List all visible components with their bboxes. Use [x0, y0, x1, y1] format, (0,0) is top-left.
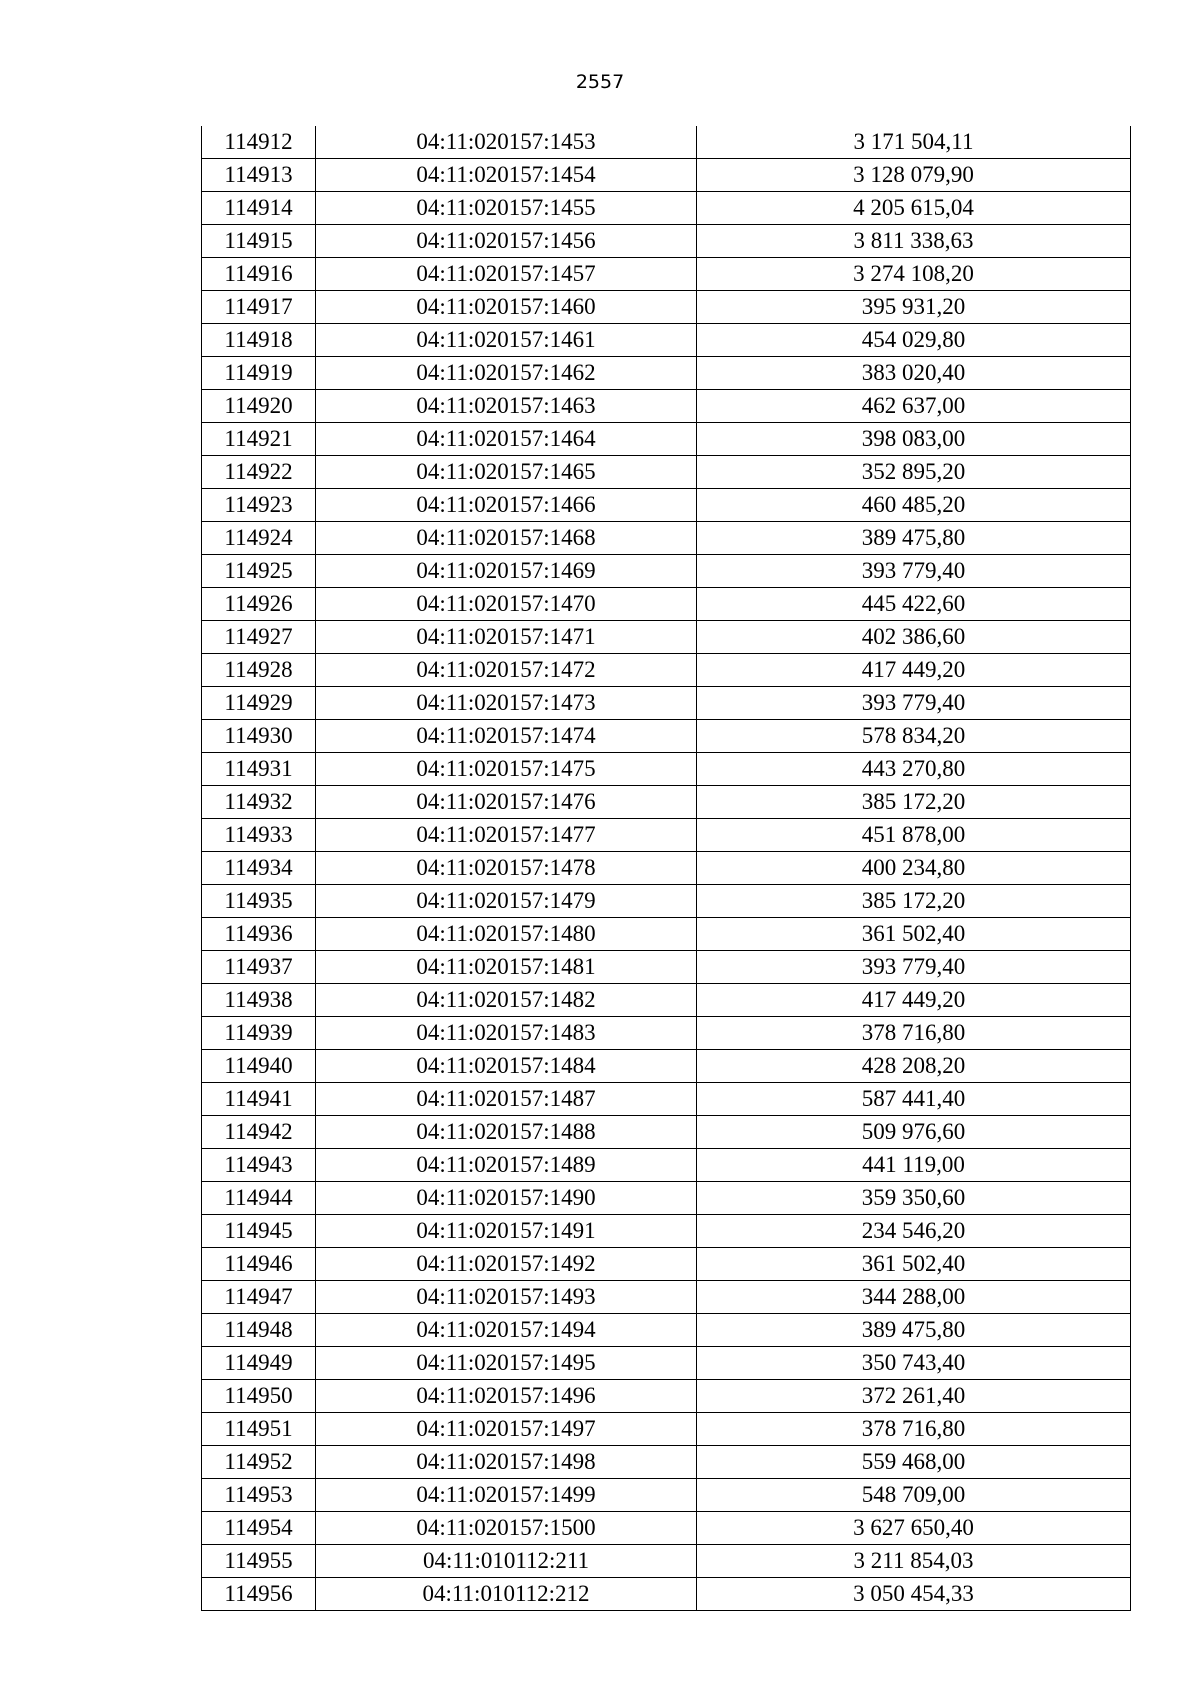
cadastral-number-cell: 04:11:020157:1476	[316, 786, 697, 819]
row-number-cell: 114933	[202, 819, 316, 852]
cadastral-value-cell: 378 716,80	[697, 1017, 1131, 1050]
cadastral-number-cell: 04:11:020157:1470	[316, 588, 697, 621]
table-row	[202, 621, 1131, 654]
cadastral-value-cell: 393 779,40	[697, 687, 1131, 720]
table-row	[202, 1347, 1131, 1380]
table-row	[202, 522, 1131, 555]
table-row	[202, 1149, 1131, 1182]
cadastral-value-cell: 445 422,60	[697, 588, 1131, 621]
cadastral-value-cell: 389 475,80	[697, 1314, 1131, 1347]
table-row	[202, 1446, 1131, 1479]
cadastral-value-cell: 361 502,40	[697, 918, 1131, 951]
table-row	[202, 687, 1131, 720]
row-number-cell: 114956	[202, 1578, 316, 1611]
row-number-cell: 114944	[202, 1182, 316, 1215]
row-number-cell: 114952	[202, 1446, 316, 1479]
cadastral-number-cell: 04:11:020157:1477	[316, 819, 697, 852]
cadastral-value-cell: 393 779,40	[697, 951, 1131, 984]
row-number-cell: 114927	[202, 621, 316, 654]
cadastral-value-cell: 443 270,80	[697, 753, 1131, 786]
row-number-cell: 114914	[202, 192, 316, 225]
cadastral-number-cell: 04:11:020157:1483	[316, 1017, 697, 1050]
cadastral-number-cell: 04:11:020157:1484	[316, 1050, 697, 1083]
row-number-cell: 114947	[202, 1281, 316, 1314]
table-row	[202, 324, 1131, 357]
row-number-cell: 114954	[202, 1512, 316, 1545]
cadastral-number-cell: 04:11:020157:1460	[316, 291, 697, 324]
cadastral-value-cell: 462 637,00	[697, 390, 1131, 423]
cadastral-number-cell: 04:11:020157:1478	[316, 852, 697, 885]
row-number-cell: 114920	[202, 390, 316, 423]
cadastral-value-cell: 372 261,40	[697, 1380, 1131, 1413]
row-number-cell: 114938	[202, 984, 316, 1017]
cadastral-number-cell: 04:11:020157:1475	[316, 753, 697, 786]
table-row	[202, 1215, 1131, 1248]
table-row	[202, 1116, 1131, 1149]
table-row	[202, 588, 1131, 621]
table-row	[202, 159, 1131, 192]
cadastral-value-cell: 451 878,00	[697, 819, 1131, 852]
cadastral-number-cell: 04:11:020157:1496	[316, 1380, 697, 1413]
table-row	[202, 720, 1131, 753]
cadastral-number-cell: 04:11:020157:1490	[316, 1182, 697, 1215]
row-number-cell: 114931	[202, 753, 316, 786]
row-number-cell: 114922	[202, 456, 316, 489]
row-number-cell: 114937	[202, 951, 316, 984]
cadastral-value-cell: 234 546,20	[697, 1215, 1131, 1248]
table-row	[202, 1083, 1131, 1116]
table-row	[202, 456, 1131, 489]
cadastral-number-cell: 04:11:010112:211	[316, 1545, 697, 1578]
cadastral-value-cell: 559 468,00	[697, 1446, 1131, 1479]
table-row	[202, 951, 1131, 984]
table-row	[202, 291, 1131, 324]
cadastral-number-cell: 04:11:020157:1489	[316, 1149, 697, 1182]
cadastral-number-cell: 04:11:020157:1498	[316, 1446, 697, 1479]
row-number-cell: 114951	[202, 1413, 316, 1446]
cadastral-number-cell: 04:11:020157:1462	[316, 357, 697, 390]
cadastral-value-cell: 548 709,00	[697, 1479, 1131, 1512]
table-row	[202, 852, 1131, 885]
cadastral-value-cell: 400 234,80	[697, 852, 1131, 885]
row-number-cell: 114934	[202, 852, 316, 885]
cadastral-value-cell: 587 441,40	[697, 1083, 1131, 1116]
row-number-cell: 114939	[202, 1017, 316, 1050]
row-number-cell: 114953	[202, 1479, 316, 1512]
row-number-cell: 114928	[202, 654, 316, 687]
cadastral-value-cell: 417 449,20	[697, 654, 1131, 687]
table-row	[202, 423, 1131, 456]
cadastral-value-cell: 389 475,80	[697, 522, 1131, 555]
table-row	[202, 555, 1131, 588]
table-row	[202, 1050, 1131, 1083]
table-row	[202, 1281, 1131, 1314]
cadastral-value-cell: 509 976,60	[697, 1116, 1131, 1149]
cadastral-value-cell: 460 485,20	[697, 489, 1131, 522]
cadastral-number-cell: 04:11:020157:1482	[316, 984, 697, 1017]
table-row	[202, 357, 1131, 390]
cadastral-number-cell: 04:11:020157:1464	[316, 423, 697, 456]
table-row	[202, 1512, 1131, 1545]
table-row	[202, 1545, 1131, 1578]
cadastral-number-cell: 04:11:020157:1456	[316, 225, 697, 258]
row-number-cell: 114923	[202, 489, 316, 522]
table-row	[202, 192, 1131, 225]
row-number-cell: 114918	[202, 324, 316, 357]
cadastral-number-cell: 04:11:020157:1479	[316, 885, 697, 918]
row-number-cell: 114941	[202, 1083, 316, 1116]
cadastral-value-cell: 417 449,20	[697, 984, 1131, 1017]
cadastral-value-cell: 3 627 650,40	[697, 1512, 1131, 1545]
table-row	[202, 918, 1131, 951]
cadastral-number-cell: 04:11:020157:1500	[316, 1512, 697, 1545]
cadastral-value-cell: 3 171 504,11	[697, 126, 1131, 159]
table-row	[202, 390, 1131, 423]
cadastral-number-cell: 04:11:020157:1481	[316, 951, 697, 984]
cadastral-number-cell: 04:11:020157:1469	[316, 555, 697, 588]
cadastral-value-cell: 385 172,20	[697, 786, 1131, 819]
cadastral-number-cell: 04:11:020157:1499	[316, 1479, 697, 1512]
cadastral-value-cell: 454 029,80	[697, 324, 1131, 357]
table-row	[202, 1182, 1131, 1215]
row-number-cell: 114935	[202, 885, 316, 918]
cadastral-value-cell: 350 743,40	[697, 1347, 1131, 1380]
cadastral-number-cell: 04:11:020157:1466	[316, 489, 697, 522]
table-row	[202, 1248, 1131, 1281]
cadastral-value-cell: 3 811 338,63	[697, 225, 1131, 258]
row-number-cell: 114950	[202, 1380, 316, 1413]
cadastral-value-cell: 441 119,00	[697, 1149, 1131, 1182]
table-row	[202, 126, 1131, 159]
cadastral-number-cell: 04:11:020157:1487	[316, 1083, 697, 1116]
cadastral-number-cell: 04:11:010112:212	[316, 1578, 697, 1611]
cadastral-value-cell: 3 274 108,20	[697, 258, 1131, 291]
cadastral-number-cell: 04:11:020157:1488	[316, 1116, 697, 1149]
cadastral-value-cell: 398 083,00	[697, 423, 1131, 456]
cadastral-number-cell: 04:11:020157:1457	[316, 258, 697, 291]
table-row	[202, 489, 1131, 522]
table-row	[202, 885, 1131, 918]
cadastral-number-cell: 04:11:020157:1497	[316, 1413, 697, 1446]
row-number-cell: 114955	[202, 1545, 316, 1578]
row-number-cell: 114915	[202, 225, 316, 258]
cadastral-number-cell: 04:11:020157:1465	[316, 456, 697, 489]
cadastral-number-cell: 04:11:020157:1474	[316, 720, 697, 753]
table-row	[202, 819, 1131, 852]
row-number-cell: 114932	[202, 786, 316, 819]
cadastral-value-cell: 402 386,60	[697, 621, 1131, 654]
cadastral-value-cell: 395 931,20	[697, 291, 1131, 324]
cadastral-value-cell: 4 205 615,04	[697, 192, 1131, 225]
row-number-cell: 114916	[202, 258, 316, 291]
cadastral-number-cell: 04:11:020157:1461	[316, 324, 697, 357]
cadastral-value-cell: 383 020,40	[697, 357, 1131, 390]
table-row	[202, 753, 1131, 786]
cadastral-number-cell: 04:11:020157:1472	[316, 654, 697, 687]
cadastral-table-container	[201, 126, 1131, 1611]
table-row	[202, 258, 1131, 291]
cadastral-value-cell: 393 779,40	[697, 555, 1131, 588]
row-number-cell: 114945	[202, 1215, 316, 1248]
row-number-cell: 114942	[202, 1116, 316, 1149]
table-row	[202, 225, 1131, 258]
row-number-cell: 114943	[202, 1149, 316, 1182]
cadastral-number-cell: 04:11:020157:1471	[316, 621, 697, 654]
page-number: 2557	[575, 71, 625, 93]
cadastral-number-cell: 04:11:020157:1491	[316, 1215, 697, 1248]
cadastral-number-cell: 04:11:020157:1480	[316, 918, 697, 951]
cadastral-value-cell: 359 350,60	[697, 1182, 1131, 1215]
cadastral-value-cell: 3 050 454,33	[697, 1578, 1131, 1611]
cadastral-value-cell: 352 895,20	[697, 456, 1131, 489]
cadastral-number-cell: 04:11:020157:1454	[316, 159, 697, 192]
table-row	[202, 1479, 1131, 1512]
cadastral-number-cell: 04:11:020157:1468	[316, 522, 697, 555]
table-row	[202, 1380, 1131, 1413]
row-number-cell: 114940	[202, 1050, 316, 1083]
cadastral-number-cell: 04:11:020157:1492	[316, 1248, 697, 1281]
cadastral-value-cell: 3 128 079,90	[697, 159, 1131, 192]
cadastral-value-cell: 344 288,00	[697, 1281, 1131, 1314]
cadastral-number-cell: 04:11:020157:1463	[316, 390, 697, 423]
table-body	[202, 126, 1131, 1611]
table-row	[202, 1578, 1131, 1611]
table-row	[202, 984, 1131, 1017]
cadastral-value-cell: 3 211 854,03	[697, 1545, 1131, 1578]
table-row	[202, 1314, 1131, 1347]
row-number-cell: 114921	[202, 423, 316, 456]
cadastral-value-cell: 578 834,20	[697, 720, 1131, 753]
cadastral-number-cell: 04:11:020157:1495	[316, 1347, 697, 1380]
row-number-cell: 114946	[202, 1248, 316, 1281]
row-number-cell: 114926	[202, 588, 316, 621]
row-number-cell: 114912	[202, 126, 316, 159]
row-number-cell: 114948	[202, 1314, 316, 1347]
row-number-cell: 114936	[202, 918, 316, 951]
row-number-cell: 114919	[202, 357, 316, 390]
cadastral-value-cell: 361 502,40	[697, 1248, 1131, 1281]
cadastral-number-cell: 04:11:020157:1494	[316, 1314, 697, 1347]
cadastral-number-cell: 04:11:020157:1493	[316, 1281, 697, 1314]
table-row	[202, 1017, 1131, 1050]
table-row	[202, 654, 1131, 687]
cadastral-value-cell: 385 172,20	[697, 885, 1131, 918]
row-number-cell: 114913	[202, 159, 316, 192]
row-number-cell: 114917	[202, 291, 316, 324]
row-number-cell: 114949	[202, 1347, 316, 1380]
cadastral-number-cell: 04:11:020157:1453	[316, 126, 697, 159]
row-number-cell: 114924	[202, 522, 316, 555]
row-number-cell: 114930	[202, 720, 316, 753]
cadastral-value-cell: 428 208,20	[697, 1050, 1131, 1083]
cadastral-value-table	[201, 126, 1131, 1611]
cadastral-number-cell: 04:11:020157:1455	[316, 192, 697, 225]
row-number-cell: 114929	[202, 687, 316, 720]
row-number-cell: 114925	[202, 555, 316, 588]
cadastral-value-cell: 378 716,80	[697, 1413, 1131, 1446]
table-row	[202, 786, 1131, 819]
table-row	[202, 1413, 1131, 1446]
cadastral-number-cell: 04:11:020157:1473	[316, 687, 697, 720]
